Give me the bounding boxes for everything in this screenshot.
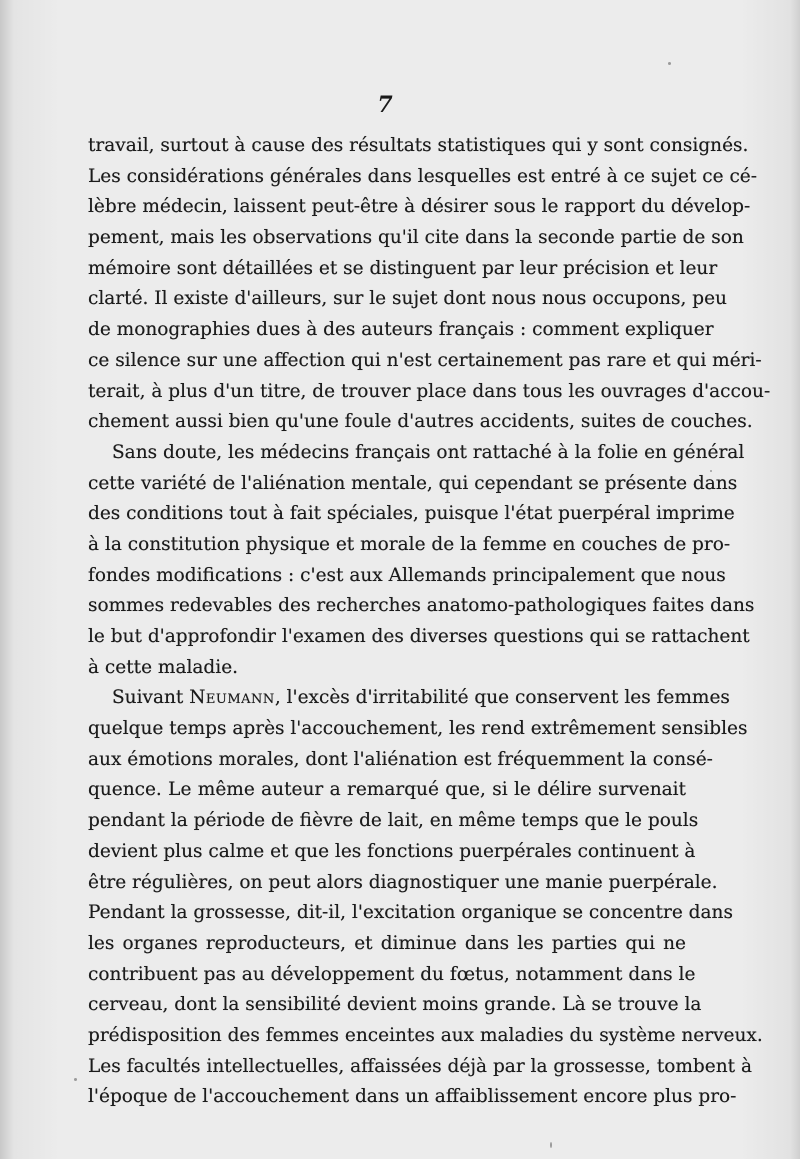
text-line: les organes reproducteurs, et diminue dans les parties qui ne xyxy=(88,932,686,954)
text-line: Les facultés intellectuelles, affaissées déjà par la grossesse, tombent à xyxy=(88,1055,752,1077)
body-text xyxy=(88,131,771,1113)
text-line: à cette maladie. xyxy=(88,656,239,678)
text-line: le but d'approfondir l'examen des diverses questions qui se rattachent xyxy=(88,626,750,647)
text-line: chement aussi bien qu'une foule d'autres accidents, suites de couches. xyxy=(88,411,753,433)
text-line: pement, mais les observations qu'il cite dans la seconde partie de son xyxy=(88,227,744,249)
paragraph xyxy=(88,438,755,684)
text-line: travail, surtout à cause des résultats statistiques qui y sont consignés. xyxy=(88,135,749,156)
page-number: 7 xyxy=(377,92,393,118)
text-line: clarté. Il existe d'ailleurs, sur le sujet dont nous nous occupons, peu xyxy=(88,288,727,310)
text-line xyxy=(88,683,730,714)
scan-speck xyxy=(550,1142,552,1148)
text-line: cette variété de l'aliénation mentale, qui cependant se présente dans xyxy=(88,472,738,494)
text-line: des conditions tout à fait spéciales, puisque l'état puerpéral imprime xyxy=(88,503,735,525)
text-line: prédisposition des femmes enceintes aux maladies du système nerveux. xyxy=(88,1024,763,1046)
text-line: ce silence sur une affection qui n'est certainement pas rare et qui méri- xyxy=(88,349,762,371)
text-line: mémoire sont détaillées et se distinguent par leur précision et leur xyxy=(88,257,718,279)
text-line: Pendant la grossesse, dit-il, l'excitation organique se concentre dans xyxy=(88,902,733,924)
paragraph xyxy=(88,131,771,438)
text-line: à la constitution physique et morale de la femme en couches de pro- xyxy=(88,533,731,555)
text-line: fondes modifications : c'est aux Allemands principalement que nous xyxy=(88,564,726,586)
text-line: devient plus calme et que les fonctions puerpérales continuent à xyxy=(88,840,696,862)
text-line: de monographies dues à des auteurs français : comment expliquer xyxy=(88,319,714,341)
author-name: Neumann xyxy=(189,687,275,709)
text-fragment: Suivant xyxy=(112,687,190,709)
text-line: pendant la période de fièvre de lait, en même temps que le pouls xyxy=(88,810,699,832)
text-line: lèbre médecin, laissent peut-être à désirer sous le rapport du dévelop- xyxy=(88,196,751,218)
text-line: quence. Le même auteur a remarqué que, si le délire survenait xyxy=(88,779,686,801)
scan-speck xyxy=(710,470,712,472)
text-line: Les considérations générales dans lesquelles est entré à ce sujet ce cé- xyxy=(88,165,758,187)
scan-speck xyxy=(74,1078,77,1081)
text-line: être régulières, on peut alors diagnostiquer une manie puerpérale. xyxy=(88,871,718,893)
text-line: Sans doute, les médecins français ont rattaché à la folie en général xyxy=(112,441,745,463)
text-line: contribuent pas au développement du fœtus, notamment dans le xyxy=(88,963,696,985)
text-line: terait, à plus d'un titre, de trouver place dans tous les ouvrages d'accou- xyxy=(88,380,771,402)
text-line: sommes redevables des recherches anatomo-pathologiques faites dans xyxy=(88,595,755,617)
text-line: aux émotions morales, dont l'aliénation est fréquemment la consé- xyxy=(88,748,713,770)
text-line: cerveau, dont la sensibilité devient moins grande. Là se trouve la xyxy=(88,994,702,1016)
scan-speck xyxy=(668,62,671,65)
text-fragment: , l'excès d'irritabilité que conservent les femmes xyxy=(274,687,730,709)
text-line: l'époque de l'accouchement dans un affaiblissement encore plus pro- xyxy=(88,1086,737,1108)
text-line: quelque temps après l'accouchement, les rend extrêmement sensibles xyxy=(88,718,748,740)
paragraph xyxy=(88,683,763,1113)
